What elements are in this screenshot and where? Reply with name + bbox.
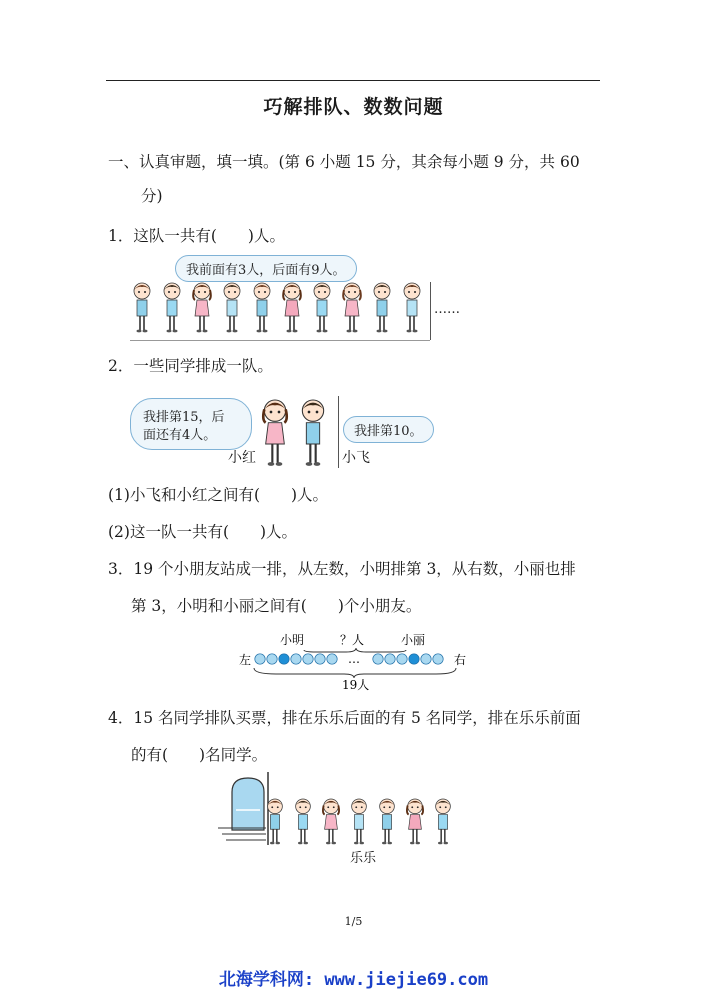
q2-subquestion-2: (2)这一队一共有( )人。 [108, 523, 298, 541]
question-4-line2: 的有( )名同学。 [131, 746, 268, 764]
child-circle [303, 654, 313, 664]
child-figure [190, 280, 214, 334]
marked-child-circle [279, 654, 289, 664]
child-figure [250, 280, 274, 334]
q2-left-bubble-line1: 我排第15，后 [143, 410, 225, 425]
q2-name-xiaofei: 小飞 [342, 450, 370, 466]
q3-label-xiaoming: 小明 [280, 633, 305, 647]
child-circle [397, 654, 407, 664]
q3-dots: … [348, 652, 360, 666]
question-3-line2: 第 3，小明和小丽之间有( )个小朋友。 [131, 597, 422, 615]
child-figure [264, 796, 286, 846]
q1-speech-bubble: 我前面有3人，后面有9人。 [175, 255, 357, 282]
question-3-line1: 3．19 个小朋友站成一排，从左数，小明排第 3，从右数，小丽也排 [108, 560, 576, 578]
xiaohong-figure [258, 396, 292, 468]
q2-right-bubble: 我排第10。 [343, 416, 434, 443]
q3-label-total: 19人 [342, 678, 370, 692]
q3-label-xiaoli: 小丽 [401, 633, 426, 647]
marked-child-circle [409, 654, 419, 664]
child-figure [370, 280, 394, 334]
child-figure [220, 280, 244, 334]
child-circle [291, 654, 301, 664]
child-figure [280, 280, 304, 334]
child-figure [400, 280, 424, 334]
page-number: 1/5 [344, 915, 363, 928]
q2-subquestion-1: (1)小飞和小红之间有( )人。 [108, 486, 329, 504]
q3-total-brace [254, 668, 456, 678]
q4-label-lele: 乐乐 [350, 851, 377, 866]
child-figure [292, 796, 314, 846]
q3-label-right: 右 [454, 653, 467, 667]
xiaofei-figure [296, 396, 330, 468]
child-figure [348, 796, 370, 846]
q2-left-bubble [130, 398, 252, 450]
q1-children-row [130, 280, 430, 340]
header-rule [106, 80, 600, 81]
q2-name-xiaohong: 小红 [228, 450, 256, 466]
child-figure [432, 796, 454, 846]
q1-ground-line [130, 340, 430, 341]
child-figure [320, 796, 342, 846]
child-figure [130, 280, 154, 334]
q1-divider [430, 282, 431, 340]
q3-line-diagram [236, 628, 476, 692]
q2-left-bubble-line2: 面还有4人。 [143, 428, 217, 443]
section-heading: 一、认真审题，填一填。(第 6 小题 15 分，其余每小题 9 分，共 60 [108, 153, 580, 171]
child-figure [340, 280, 364, 334]
q2-divider [338, 396, 339, 468]
child-figure [404, 796, 426, 846]
question-2-text: 2．一些同学排成一队。 [108, 357, 273, 375]
child-figure [160, 280, 184, 334]
q1-ellipsis: …… [434, 302, 460, 317]
child-figure [376, 796, 398, 846]
child-circle [385, 654, 395, 664]
child-circle [421, 654, 431, 664]
child-figure [310, 280, 334, 334]
q4-children-row [264, 796, 464, 848]
question-1-text: 1．这队一共有( )人。 [108, 227, 285, 245]
footer-watermark: 北海学科网: www.jiejie69.com [218, 970, 489, 990]
q2-children [258, 396, 338, 468]
question-4-line1: 4．15 名同学排队买票，排在乐乐后面的有 5 名同学，排在乐乐前面 [108, 709, 581, 727]
q3-label-left: 左 [239, 653, 252, 667]
section-heading-cont: 分) [141, 187, 163, 205]
child-circle [373, 654, 383, 664]
page-title: 巧解排队、数数问题 [263, 96, 444, 118]
child-circle [433, 654, 443, 664]
child-circle [255, 654, 265, 664]
q3-label-question: ？人 [340, 633, 365, 647]
child-circle [267, 654, 277, 664]
child-circle [315, 654, 325, 664]
child-circle [327, 654, 337, 664]
